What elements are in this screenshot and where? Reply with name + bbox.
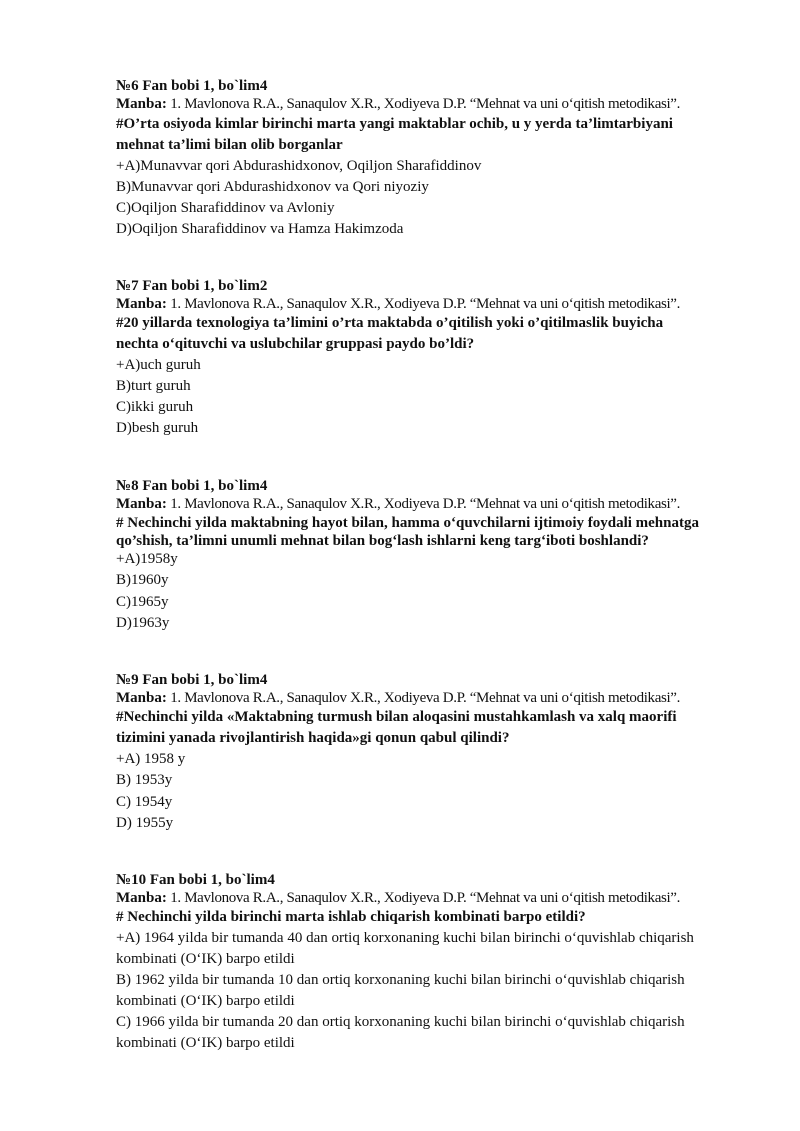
answer-option: D)1963y xyxy=(116,615,170,631)
answer-option-continuation: kombinati (OʻIK) barpo etildi xyxy=(116,993,295,1009)
answer-option: C)ikki guruh xyxy=(116,399,194,415)
answer-option: B) 1953y xyxy=(116,772,173,788)
answer-option: B) 1962 yilda bir tumanda 10 dan ortiq korxonaning kuchi bilan birinchi oʻquvishlab chiqarish xyxy=(116,972,685,988)
question-text-line: #Nechinchi yilda «Maktabning turmush bilan aloqasini mustahkamlash va xalq maorifi xyxy=(116,709,677,725)
answer-option-continuation: kombinati (OʻIK) barpo etildi xyxy=(116,1035,295,1051)
answer-option: +A) 1964 yilda bir tumanda 40 dan ortiq korxonaning kuchi bilan birinchi oʻquvishlab chiqarish xyxy=(116,930,694,946)
source-line xyxy=(116,889,680,907)
answer-option: +A)Munavvar qori Abdurashidxonov, Oqiljon Sharafiddinov xyxy=(116,158,482,174)
source-label: Manba: xyxy=(116,890,167,906)
question-heading: №8 Fan bobi 1, bo`lim4 xyxy=(116,478,268,494)
question-heading: №10 Fan bobi 1, bo`lim4 xyxy=(116,872,275,888)
source-label: Manba: xyxy=(116,690,167,706)
question-text-line: mehnat ta’limi bilan olib borganlar xyxy=(116,137,343,153)
answer-option: +A)1958y xyxy=(116,551,178,567)
question-text-line: # Nechinchi yilda birinchi marta ishlab chiqarish kombinati barpo etildi? xyxy=(116,909,586,925)
question-text-line: tizimini yanada rivojlantirish haqida»gi qonun qabul qilindi? xyxy=(116,730,510,746)
answer-option: C) 1954y xyxy=(116,794,173,810)
answer-option: D)besh guruh xyxy=(116,420,199,436)
source-text: 1. Mavlonova R.A., Sanaqulov X.R., Xodiyeva D.P. “Mehnat va uni oʻqitish metodikasi”. xyxy=(166,890,681,906)
answer-option: B)1960y xyxy=(116,572,169,588)
question-text-line: qo’shish, ta’limni unumli mehnat bilan bogʻlash ishlarni keng targʻiboti boshlandi? xyxy=(116,533,649,549)
answer-option: D) 1955y xyxy=(116,815,174,831)
question-text-line: # Nechinchi yilda maktabning hayot bilan, hamma oʻquvchilarni ijtimoiy foydali mehnatga xyxy=(116,515,699,531)
answer-option: +A) 1958 y xyxy=(116,751,186,767)
source-text: 1. Mavlonova R.A., Sanaqulov X.R., Xodiyeva D.P. “Mehnat va uni oʻqitish metodikasi”. xyxy=(166,690,681,706)
source-line xyxy=(116,495,680,513)
question-text-line: #20 yillarda texnologiya ta’limini o’rta maktabda o’qitilish yoki o’qitilmaslik buyicha xyxy=(116,315,664,331)
answer-option: C) 1966 yilda bir tumanda 20 dan ortiq korxonaning kuchi bilan birinchi oʻquvishlab chiqarish xyxy=(116,1014,685,1030)
source-text: 1. Mavlonova R.A., Sanaqulov X.R., Xodiyeva D.P. “Mehnat va uni oʻqitish metodikasi”. xyxy=(166,296,681,312)
question-heading: №6 Fan bobi 1, bo`lim4 xyxy=(116,78,268,94)
question-text-line: nechta oʻqituvchi va uslubchilar gruppasi paydo bo’ldi? xyxy=(116,336,475,352)
answer-option: C)1965y xyxy=(116,594,169,610)
answer-option: C)Oqiljon Sharafiddinov va Avloniy xyxy=(116,200,335,216)
source-line xyxy=(116,689,680,707)
question-heading: №9 Fan bobi 1, bo`lim4 xyxy=(116,672,268,688)
source-text: 1. Mavlonova R.A., Sanaqulov X.R., Xodiyeva D.P. “Mehnat va uni oʻqitish metodikasi”. xyxy=(166,96,681,112)
question-heading: №7 Fan bobi 1, bo`lim2 xyxy=(116,278,268,294)
source-label: Manba: xyxy=(116,496,167,512)
answer-option: B)Munavvar qori Abdurashidxonov va Qori niyoziy xyxy=(116,179,429,195)
question-text-line: #O’rta osiyoda kimlar birinchi marta yangi maktablar ochib, u y yerda ta’limtarbiyani xyxy=(116,116,673,132)
answer-option: D)Oqiljon Sharafiddinov va Hamza Hakimzoda xyxy=(116,221,404,237)
source-text: 1. Mavlonova R.A., Sanaqulov X.R., Xodiyeva D.P. “Mehnat va uni oʻqitish metodikasi”. xyxy=(166,496,681,512)
source-line xyxy=(116,295,680,313)
source-label: Manba: xyxy=(116,296,167,312)
source-label: Manba: xyxy=(116,96,167,112)
answer-option: B)turt guruh xyxy=(116,378,191,394)
answer-option-continuation: kombinati (OʻIK) barpo etildi xyxy=(116,951,295,967)
answer-option: +A)uch guruh xyxy=(116,357,201,373)
source-line xyxy=(116,95,680,113)
